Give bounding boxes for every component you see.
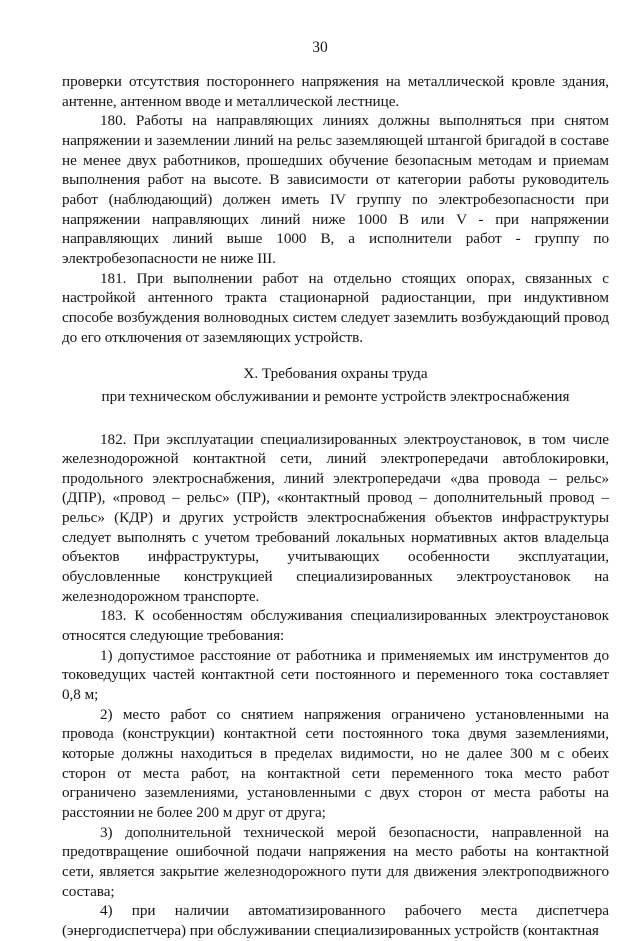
list-item-3: 3) дополнительной технической мерой безопасности, направленной на предотвращение ошибочной подачи напряжения на место работы на контактной сети, является закрытие железнодорожного пути для движения электроподвижного состава; [62, 823, 609, 900]
page-number: 30 [312, 39, 328, 56]
paragraph-continuation: проверки отсутствия постороннего напряжения на металлической кровле здания, антенне, антенном вводе и металлической лестнице. [62, 73, 609, 110]
section-title: X. Требования охраны труда [243, 365, 428, 383]
list-item-2: 2) место работ со снятием напряжения ограничено установленными на провода (конструкции) контактной сети постоянного тока двумя заземлениями, которые должны находиться в пределах видимости, но не далее 300 м с обеих сторон от места работ, на контактной сети переменного тока место работ ограничено заземлениями, установленными с двух сторон от места работы на расстоянии не более 200 м друг от друга; [62, 705, 609, 821]
document-body [62, 72, 609, 941]
paragraph-183: 183. К особенностям обслуживания специализированных электроустановок относятся следующие требования: [62, 607, 609, 645]
section-subtitle: при техническом обслуживании и ремонте устройств электроснабжения [101, 387, 570, 405]
paragraph-182: 182. При эксплуатации специализированных электроустановок, в том числе железнодорожной контактной сети, линий электропередачи автоблокировки, продольного электроснабжения, линий электропередачи «два провода – рельс» (ДПР), «провод – рельс» (ПР), «контактный провод – дополнительный провод – рельс» (КДР) и других устройств электроснабжения объектов инфраструктуры следует выполнять с учетом требований локальных нормативных актов владельца объектов инфраструктуры, учитывающих особенности эксплуатации, обусловленные конструкцией специализированных электроустановок на железнодорожном транспорте. [62, 430, 609, 605]
list-item-4: 4) при наличии автоматизированного рабочего места диспетчера (энергодиспетчера) при обслуживании специализированных устройств (контактная [62, 902, 609, 939]
paragraph-180: 180. Работы на направляющих линиях должны выполняться при снятом напряжении и заземлении линий на рельс заземляющей штангой бригадой в составе не менее двух работников, прошедших обучение безопасным методам и приемам выполнения работ на высоте. В зависимости от категории работы руководитель работ (наблюдающий) должен иметь IV группу по электробезопасности при напряжении направляющих линий ниже 1000 В или V - при напряжении направляющих линий выше 1000 В, а исполнители работ - группу по электробезопасности не ниже III. [62, 112, 609, 267]
list-item-1: 1) допустимое расстояние от работника и применяемых им инструментов до токоведущих частей контактной сети постоянного и переменного тока составляет 0,8 м; [62, 646, 609, 704]
paragraph-181: 181. При выполнении работ на отдельно стоящих опорах, связанных с настройкой антенного тракта стационарной радиостанции, при индуктивном способе возбуждения волноводных систем следует заземлить возбуждающий провод до его отключения от заземляющих устройств. [62, 269, 609, 346]
